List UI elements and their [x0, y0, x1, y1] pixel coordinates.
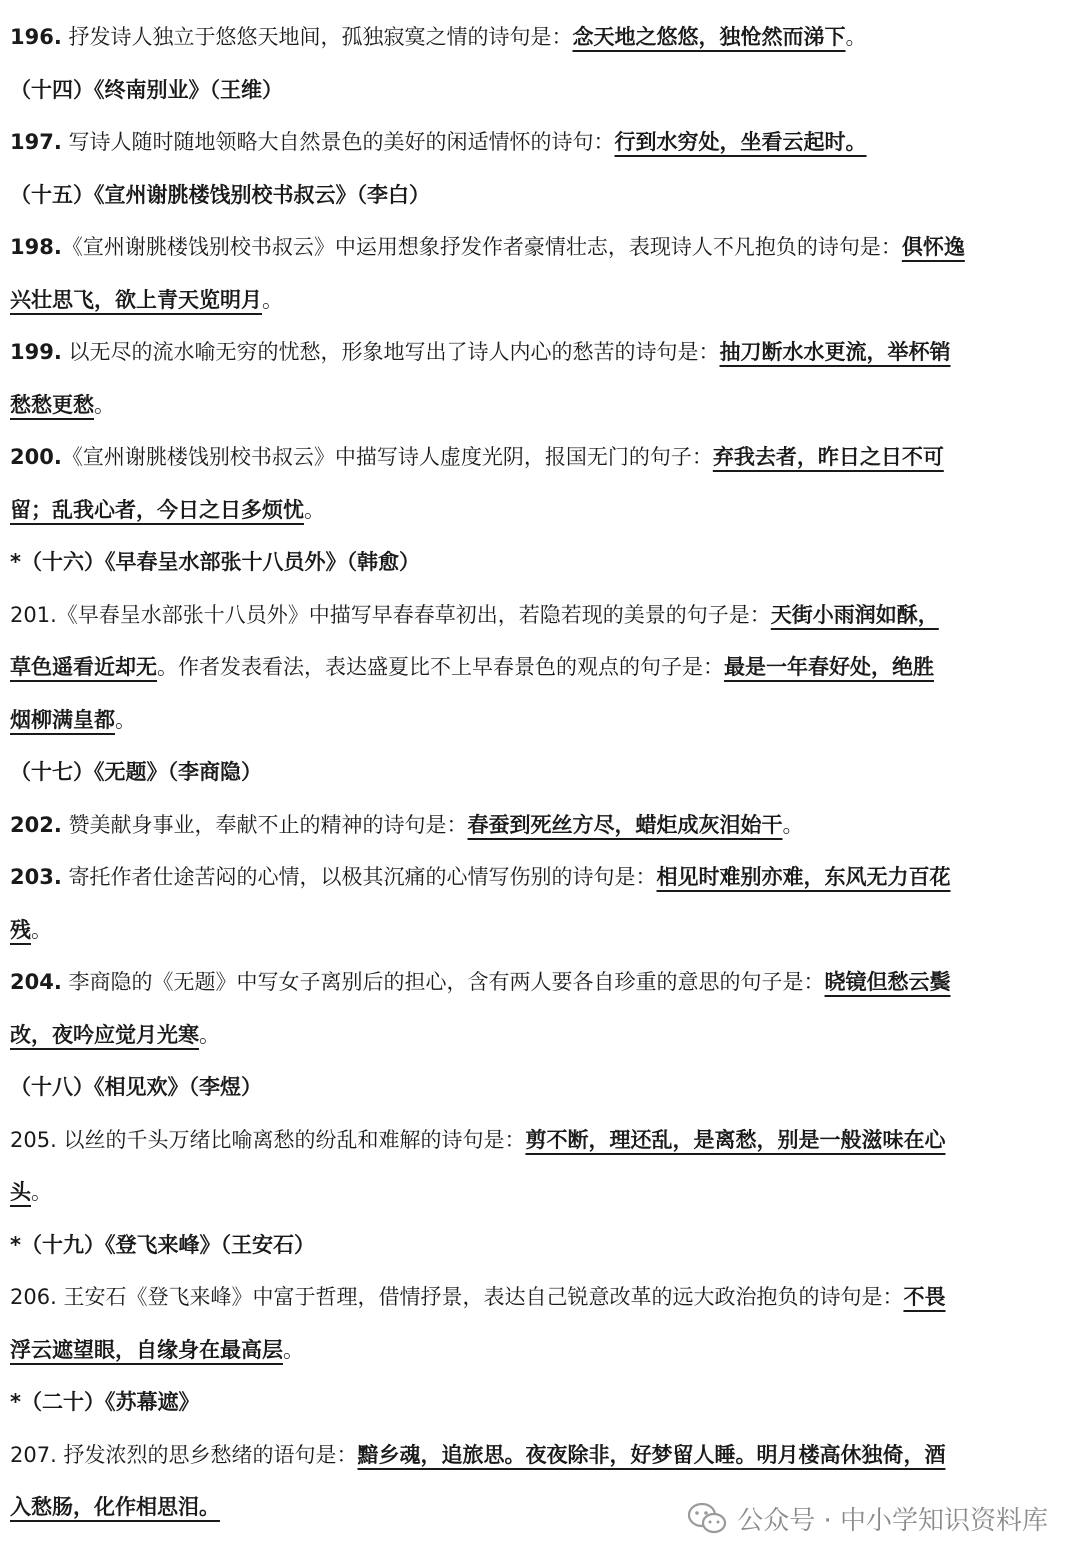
question-text: 以丝的千头万绪比喻离愁的纷乱和难解的诗句是：: [56, 1127, 526, 1152]
answer-text: 改，夜吟应觉月光寒: [10, 1022, 199, 1047]
section-heading: *（十六）《早春呈水部张十八员外》（韩愈）: [10, 550, 420, 574]
answer-text: 剪不断，理还乱，是离愁，别是一般滋味在心: [525, 1127, 946, 1152]
question-text: 寄托作者仕途苦闷的心情，以极其沉痛的心情写伤别的诗句是：: [61, 865, 657, 889]
text-line: [10, 1429, 1070, 1482]
text-line: [10, 904, 1070, 957]
section-heading: *（二十）《苏幕遮》: [10, 1390, 200, 1414]
wechat-icon: [687, 1502, 727, 1536]
section-heading: *（十九）《登飞来峰》（王安石）: [10, 1232, 315, 1257]
item-number: 202 .: [10, 813, 62, 837]
trailing-text: 。: [304, 497, 325, 522]
text-line: [10, 641, 1070, 694]
item-number: 204 .: [10, 970, 62, 994]
text-line: [10, 326, 1070, 379]
answer-text: 草色遥看近却无: [10, 655, 157, 679]
answer-text: 行到水穷处，坐看云起时。: [614, 130, 867, 154]
trailing-text: 。: [283, 1337, 304, 1362]
text-line: [10, 956, 1070, 1009]
answer-text: 留；乱我心者，今日之日多烦忧: [10, 497, 304, 522]
item-number: 206 .: [10, 1285, 57, 1309]
section-heading: （十四）《终南别业》（王维）: [10, 77, 283, 102]
question-text: 《宣州谢朓楼饯别校书叔云》中描写诗人虚度光阴，报国无门的句子：: [61, 445, 713, 469]
answer-text: 晓镜但愁云鬓: [824, 970, 951, 994]
trailing-text: 。: [94, 392, 115, 417]
item-number: 201 .: [10, 603, 57, 627]
text-line: [10, 431, 1070, 484]
answer-text: 相见时难别亦难，东风无力百花: [656, 865, 951, 889]
trailing-text: 。: [31, 917, 52, 942]
section-heading: （十七）《无题》（李商隐）: [10, 760, 262, 784]
answer-text: 黯乡魂，追旅思。夜夜除非，好梦留人睡。明月楼高休独倚，酒: [357, 1442, 946, 1467]
section-heading: （十八）《相见欢》（李煜）: [10, 1075, 262, 1099]
text-line: [10, 1114, 1070, 1167]
question-text: 李商隐的《无题》中写女子离别后的担心，含有两人要各自珍重的意思的句子是：: [61, 970, 825, 994]
question-text: 写诗人随时随地领略大自然景色的美好的闲适情怀的诗句：: [61, 130, 615, 154]
item-number: 197 .: [10, 130, 62, 154]
answer-text: 兴壮思飞，欲上青天览明月: [10, 287, 262, 312]
trailing-text: 。: [199, 1022, 220, 1047]
answer-text: 不畏: [903, 1285, 946, 1309]
text-line: [10, 589, 1070, 642]
item-number: 203 .: [10, 865, 62, 889]
section-heading: （十五）《宣州谢朓楼饯别校书叔云》（李白）: [10, 182, 430, 207]
text-line: [10, 379, 1070, 432]
answer-text: 最是一年春好处，绝胜: [724, 655, 934, 679]
trailing-text: 。: [31, 1180, 52, 1204]
answer-text: 弃我去者，昨日之日不可: [712, 445, 944, 469]
answer-text: 俱怀逸: [901, 235, 965, 259]
answer-text: 春蚕到死丝方尽，蜡炬成灰泪始干: [467, 812, 783, 837]
text-line: [10, 851, 1070, 904]
text-line: [10, 1009, 1070, 1062]
watermark: [687, 1500, 1048, 1537]
trailing-text: 。: [782, 812, 804, 837]
question-text: 抒发浓烈的思乡愁绪的语句是：: [56, 1442, 358, 1467]
text-line: [10, 221, 1070, 274]
question-text: 《宣州谢朓楼饯别校书叔云》中运用想象抒发作者豪情壮志，表现诗人不凡抱负的诗句是：: [61, 235, 902, 259]
trailing-text: 。作者发表看法，表达盛夏比不上早春景色的观点的句子是：: [157, 655, 724, 679]
answer-text: 念天地之悠悠，独怆然而涕下: [572, 25, 846, 49]
text-line: [10, 274, 1070, 327]
question-text: 以无尽的流水喻无穷的忧愁，形象地写出了诗人内心的愁苦的诗句是：: [61, 340, 720, 364]
item-number: 198 .: [10, 235, 62, 259]
answer-text: 烟柳满皇都: [10, 707, 115, 732]
text-line: [10, 1271, 1070, 1324]
watermark-text: 公众号 · 中小学知识资料库: [737, 1506, 1048, 1536]
answer-text: 入愁肠，化作相思泪。: [10, 1495, 220, 1519]
text-line: [10, 1166, 1070, 1219]
text-line: [10, 799, 1070, 852]
answer-text: 头: [10, 1180, 31, 1204]
answer-text: 抽刀断水水更流，举杯销: [719, 340, 951, 364]
answer-text: 天街小雨润如酥，: [770, 602, 939, 627]
item-number: 205 .: [10, 1128, 57, 1152]
question-text: 抒发诗人独立于悠悠天地间，孤独寂寞之情的诗句是：: [61, 25, 573, 49]
trailing-text: 。: [262, 287, 283, 312]
trailing-text: 。: [115, 707, 136, 732]
text-line: [10, 484, 1070, 537]
answer-text: 浮云遮望眼，自缘身在最高层: [10, 1337, 283, 1362]
text-line: [10, 11, 1070, 64]
item-number: 196 .: [10, 25, 62, 49]
text-line: [10, 694, 1070, 747]
answer-text: 愁愁更愁: [10, 392, 94, 417]
answer-text: 残: [10, 917, 31, 942]
item-number: 199 .: [10, 340, 62, 364]
item-number: 207 .: [10, 1443, 57, 1467]
question-text: 《早春呈水部张十八员外》中描写早春春草初出，若隐若现的美景的句子是：: [56, 602, 771, 627]
text-line: [10, 116, 1070, 169]
text-line: [10, 1324, 1070, 1377]
trailing-text: 。: [845, 25, 867, 49]
question-text: 王安石《登飞来峰》中富于哲理，借情抒景，表达自己锐意改革的远大政治抱负的诗句是：: [56, 1285, 904, 1309]
item-number: 200 .: [10, 445, 62, 469]
question-text: 赞美献身事业，奉献不止的精神的诗句是：: [61, 812, 468, 837]
